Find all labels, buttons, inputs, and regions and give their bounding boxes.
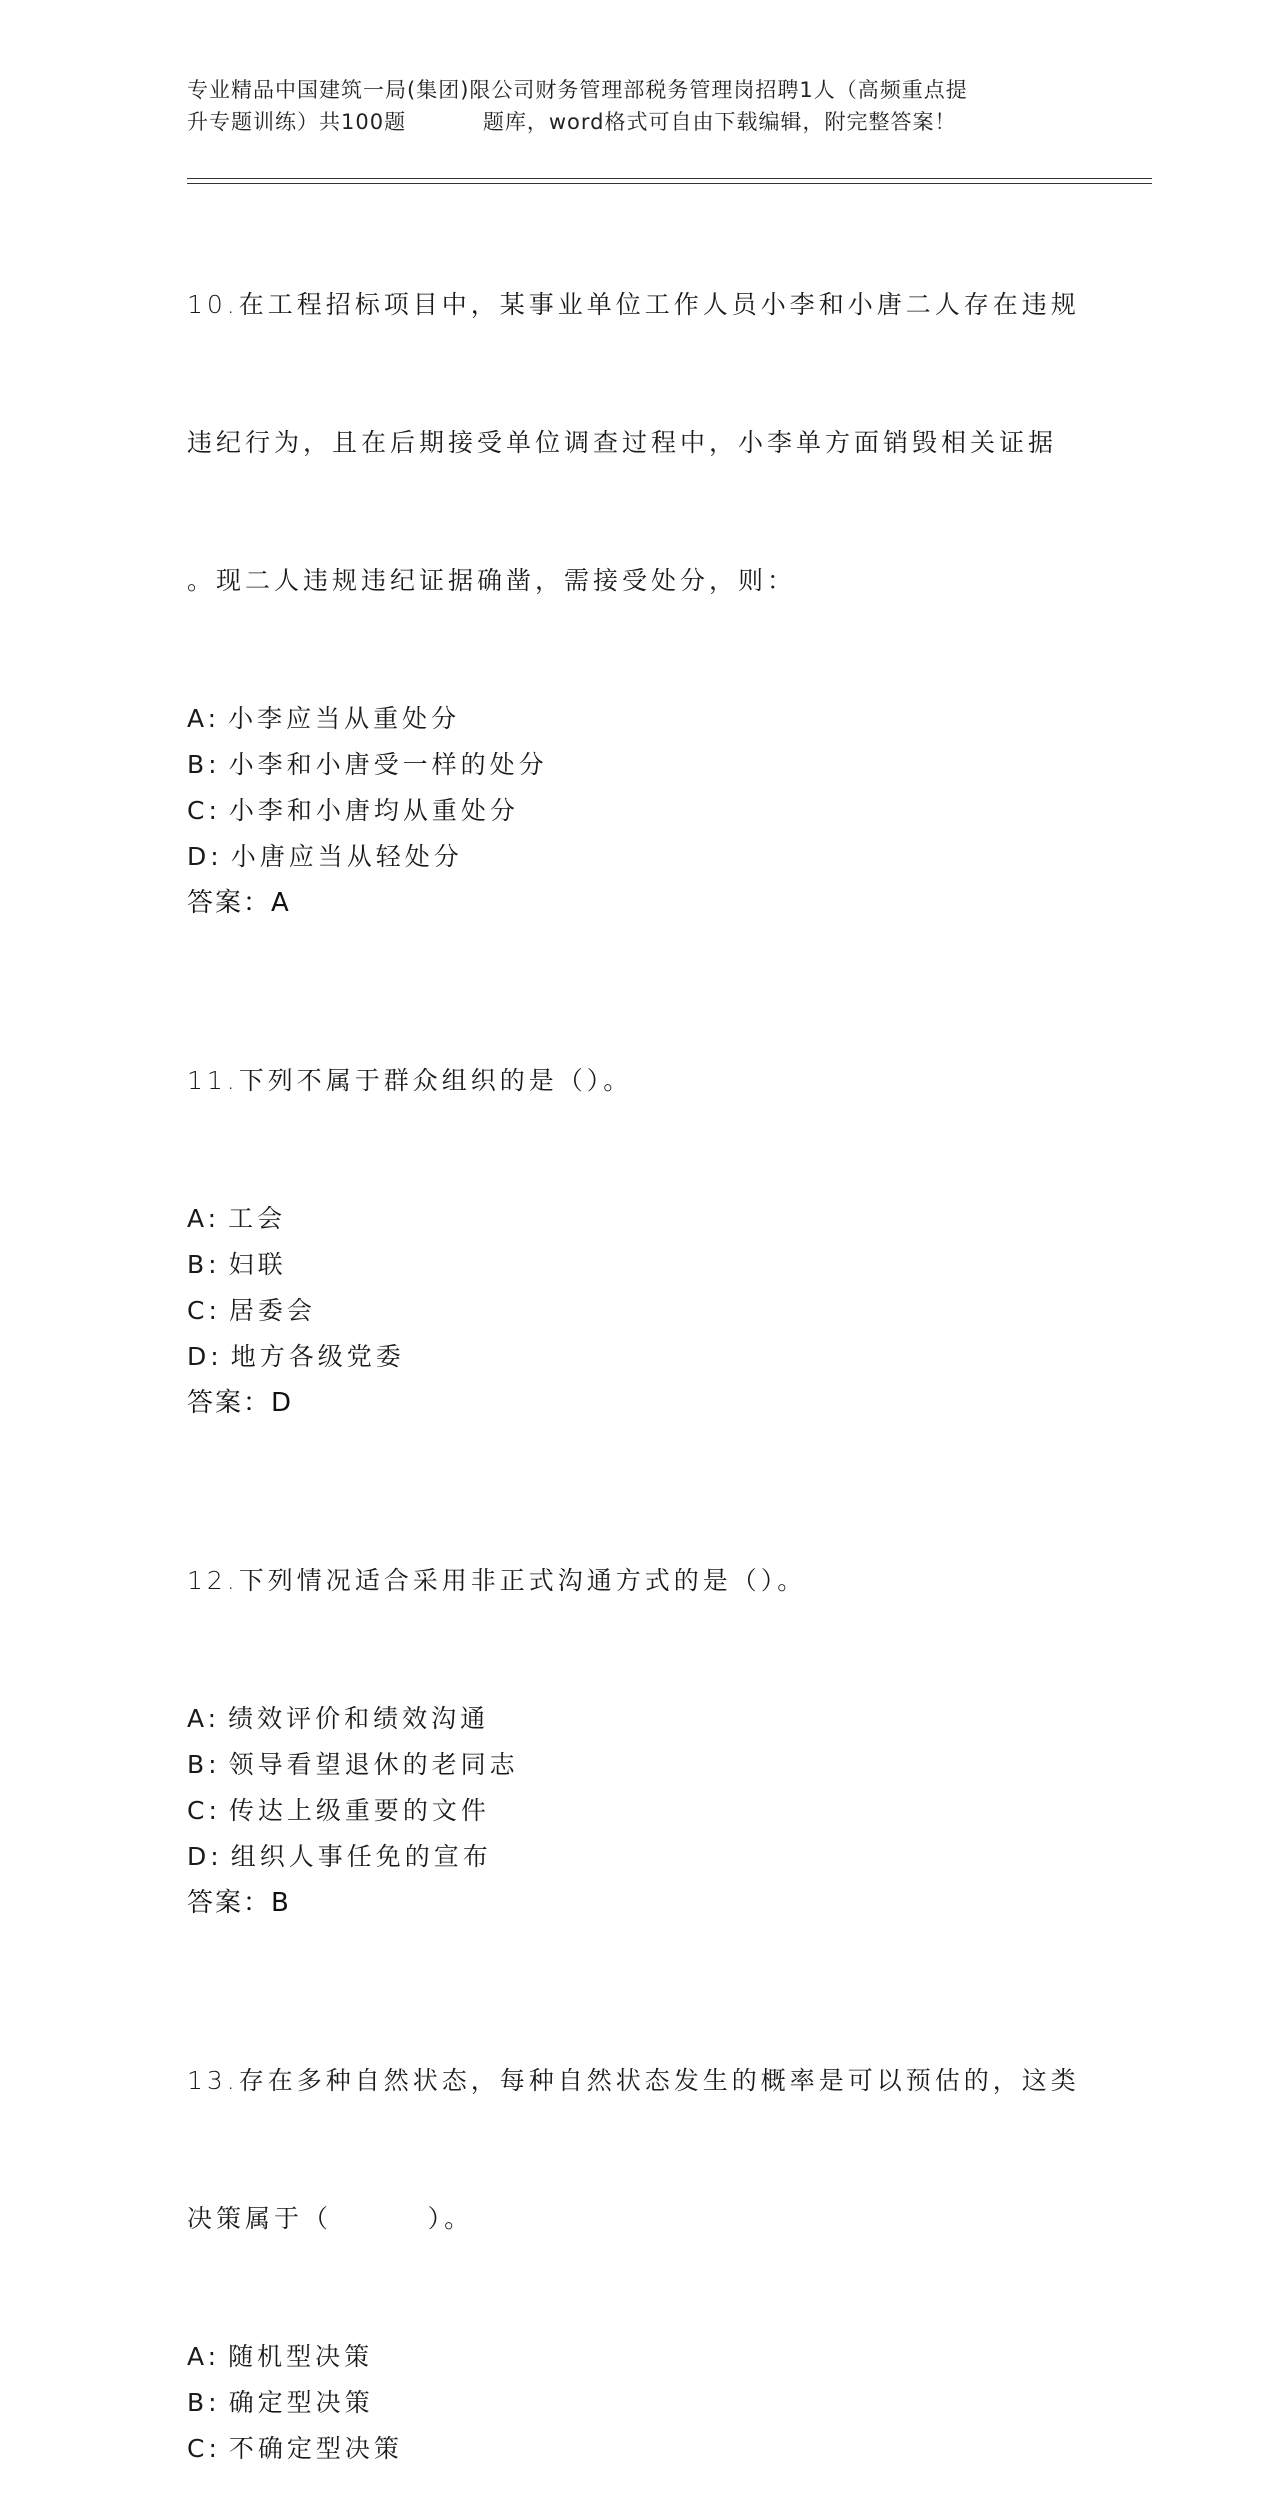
option-key: B: bbox=[187, 1750, 221, 1779]
question-11 bbox=[187, 966, 1087, 1426]
option-key: A: bbox=[187, 2342, 221, 2371]
option-text: 随机型决策 bbox=[228, 2342, 374, 2371]
question-stem bbox=[187, 1466, 1087, 1696]
option-key: B: bbox=[187, 1250, 221, 1279]
question-10 bbox=[187, 190, 1087, 926]
question-12 bbox=[187, 1466, 1087, 1926]
answer-line: 答案：B bbox=[187, 1888, 291, 1918]
option-key: B: bbox=[187, 750, 221, 779]
option-text: 传达上级重要的文件 bbox=[228, 1796, 490, 1825]
answer-line: 答案：D bbox=[187, 1388, 294, 1418]
header-divider-bottom bbox=[187, 183, 1152, 184]
option-key: C: bbox=[187, 1796, 221, 1825]
option-b bbox=[187, 1242, 1087, 1288]
header-line-1: 专业精品中国建筑一局(集团)限公司财务管理部税务管理岗招聘1人（高频重点提 bbox=[187, 78, 968, 102]
option-key: A: bbox=[187, 1704, 221, 1733]
option-key: C: bbox=[187, 2434, 221, 2463]
option-key: D: bbox=[187, 1342, 223, 1371]
option-text: 不确定型决策 bbox=[228, 2434, 403, 2463]
option-text: 地方各级党委 bbox=[230, 1342, 405, 1371]
stem-line: 11.下列不属于群众组织的是（）。 bbox=[187, 1066, 633, 1095]
stem-line: 13.存在多种自然状态，每种自然状态发生的概率是可以预估的，这类 bbox=[187, 2066, 1080, 2095]
question-stem bbox=[187, 966, 1087, 1196]
question-list bbox=[187, 190, 1087, 2512]
option-d bbox=[187, 1334, 1087, 1380]
answer-line: 答案：A bbox=[187, 888, 291, 918]
option-c bbox=[187, 1288, 1087, 1334]
option-text: 小李应当从重处分 bbox=[228, 704, 461, 733]
option-text: 小李和小唐均从重处分 bbox=[228, 796, 519, 825]
option-a bbox=[187, 2334, 1087, 2380]
stem-line: 。现二人违规违纪证据确凿，需接受处分，则： bbox=[187, 566, 797, 595]
option-d bbox=[187, 1834, 1087, 1880]
option-key: C: bbox=[187, 796, 221, 825]
stem-line: 10.在工程招标项目中，某事业单位工作人员小李和小唐二人存在违规 bbox=[187, 290, 1080, 319]
option-key: A: bbox=[187, 704, 221, 733]
option-d bbox=[187, 834, 1087, 880]
option-b bbox=[187, 2380, 1087, 2426]
option-a bbox=[187, 696, 1087, 742]
stem-line: 12.下列情况适合采用非正式沟通方式的是（）。 bbox=[187, 1566, 807, 1595]
option-text: 小唐应当从轻处分 bbox=[230, 842, 463, 871]
option-c bbox=[187, 1788, 1087, 1834]
option-key: C: bbox=[187, 1296, 221, 1325]
stem-line: 决策属于（ ）。 bbox=[187, 2204, 474, 2233]
option-a bbox=[187, 1196, 1087, 1242]
stem-line: 违纪行为，且在后期接受单位调查过程中，小李单方面销毁相关证据 bbox=[187, 428, 1058, 457]
option-c bbox=[187, 2426, 1087, 2472]
option-text: 居委会 bbox=[228, 1296, 316, 1325]
option-key: D: bbox=[187, 842, 223, 871]
option-key: B: bbox=[187, 2388, 221, 2417]
option-key: D: bbox=[187, 1842, 223, 1871]
option-b bbox=[187, 1742, 1087, 1788]
option-c bbox=[187, 788, 1087, 834]
header-divider-top bbox=[187, 178, 1152, 179]
option-b bbox=[187, 742, 1087, 788]
option-text: 工会 bbox=[228, 1204, 287, 1233]
question-13 bbox=[187, 1966, 1087, 2472]
option-text: 确定型决策 bbox=[228, 2388, 374, 2417]
option-text: 小李和小唐受一样的处分 bbox=[228, 750, 548, 779]
option-text: 妇联 bbox=[228, 1250, 287, 1279]
option-text: 组织人事任免的宣布 bbox=[230, 1842, 492, 1871]
option-text: 领导看望退休的老同志 bbox=[228, 1750, 519, 1779]
option-key: A: bbox=[187, 1204, 221, 1233]
option-a bbox=[187, 1696, 1087, 1742]
document-header bbox=[187, 74, 1087, 138]
question-stem bbox=[187, 190, 1087, 696]
option-text: 绩效评价和绩效沟通 bbox=[228, 1704, 490, 1733]
question-stem bbox=[187, 1966, 1087, 2334]
header-line-2: 升专题训练）共100题 题库，word格式可自由下载编辑，附完整答案！ bbox=[187, 110, 957, 134]
